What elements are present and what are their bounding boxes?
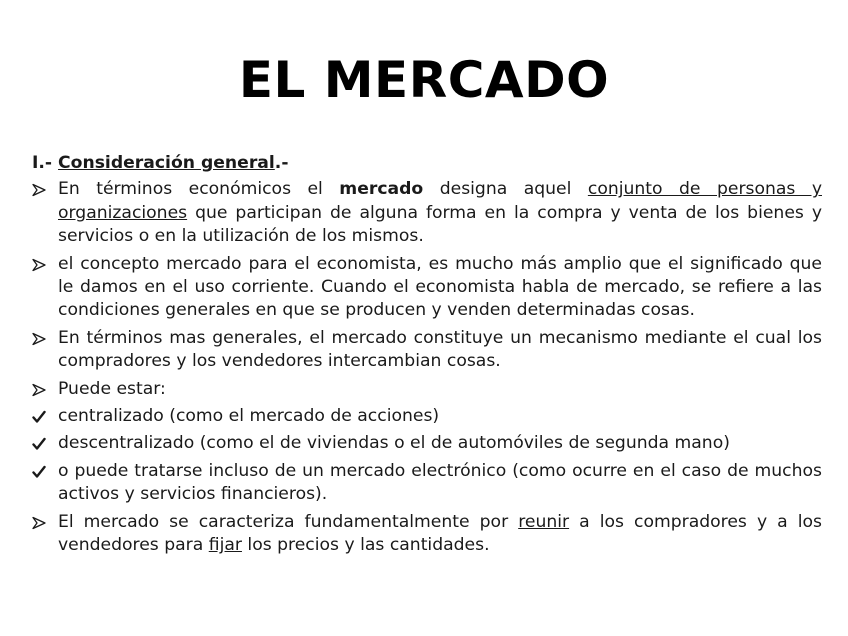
arrow-icon bbox=[32, 383, 46, 397]
underlined-term: fijar bbox=[208, 535, 242, 556]
bullet-text bbox=[58, 406, 439, 426]
bullet-item bbox=[32, 378, 822, 401]
arrow-icon bbox=[32, 332, 46, 346]
section-heading-suffix: .- bbox=[274, 153, 289, 173]
check-icon bbox=[32, 437, 46, 451]
text-run: los precios y las cantidades. bbox=[241, 535, 490, 556]
arrow-icon bbox=[32, 516, 46, 530]
section-heading-text: Consideración general bbox=[58, 153, 275, 173]
section-number: I.- bbox=[32, 153, 59, 173]
text-run: designa aquel bbox=[423, 179, 588, 200]
text-run: El mercado se caracteriza fundamentalmente por bbox=[58, 511, 519, 532]
arrow-icon bbox=[32, 258, 46, 272]
bullet-item bbox=[32, 432, 822, 455]
text-run: En términos económicos el bbox=[58, 179, 340, 200]
section-heading bbox=[32, 152, 822, 175]
bullet-text bbox=[58, 512, 822, 555]
bullet-text bbox=[58, 328, 822, 371]
underlined-term: reunir bbox=[518, 511, 570, 532]
bullet-item bbox=[32, 511, 822, 558]
bullet-list bbox=[32, 178, 822, 557]
text-run: a los compradores y a los vendedores para bbox=[58, 511, 822, 556]
bullet-item bbox=[32, 460, 822, 507]
bold-term: mercado bbox=[339, 179, 424, 200]
slide-title: EL MERCADO bbox=[238, 51, 610, 109]
bullet-text bbox=[58, 433, 730, 453]
bullet-text bbox=[58, 254, 822, 321]
bullet-text bbox=[58, 379, 166, 399]
check-icon bbox=[32, 410, 46, 424]
bullet-item bbox=[32, 178, 822, 248]
text-run: descentralizado (como el de viviendas o el de automóviles de segunda mano) bbox=[58, 433, 730, 454]
check-icon bbox=[32, 465, 46, 479]
arrow-icon bbox=[32, 183, 46, 197]
text-run: En términos mas generales, el mercado constituye un mecanismo mediante el cual los compradores y los vendedores intercambian cosas. bbox=[58, 327, 822, 372]
bullet-text bbox=[58, 179, 822, 246]
bullet-text bbox=[58, 461, 822, 504]
text-run: Puede estar: bbox=[58, 378, 166, 399]
text-run: centralizado (como el mercado de acciones) bbox=[58, 406, 440, 427]
bullet-item bbox=[32, 327, 822, 374]
text-run: que participan de alguna forma en la compra y venta de los bienes y servicios o en la utilización de los mismos. bbox=[58, 202, 822, 247]
text-run: el concepto mercado para el economista, es mucho más amplio que el significado que le damos en el uso corriente. Cuando el economista habla de mercado, se refiere a las condiciones generales en que se producen y venden determinadas cosas. bbox=[58, 253, 822, 321]
bullet-item bbox=[32, 253, 822, 323]
underlined-term: conjunto de personas y organizaciones bbox=[58, 179, 822, 223]
text-run: o puede tratarse incluso de un mercado electrónico (como ocurre en el caso de muchos activos y servicios financieros). bbox=[58, 460, 822, 505]
bullet-item bbox=[32, 405, 822, 428]
slide-content bbox=[32, 152, 822, 562]
